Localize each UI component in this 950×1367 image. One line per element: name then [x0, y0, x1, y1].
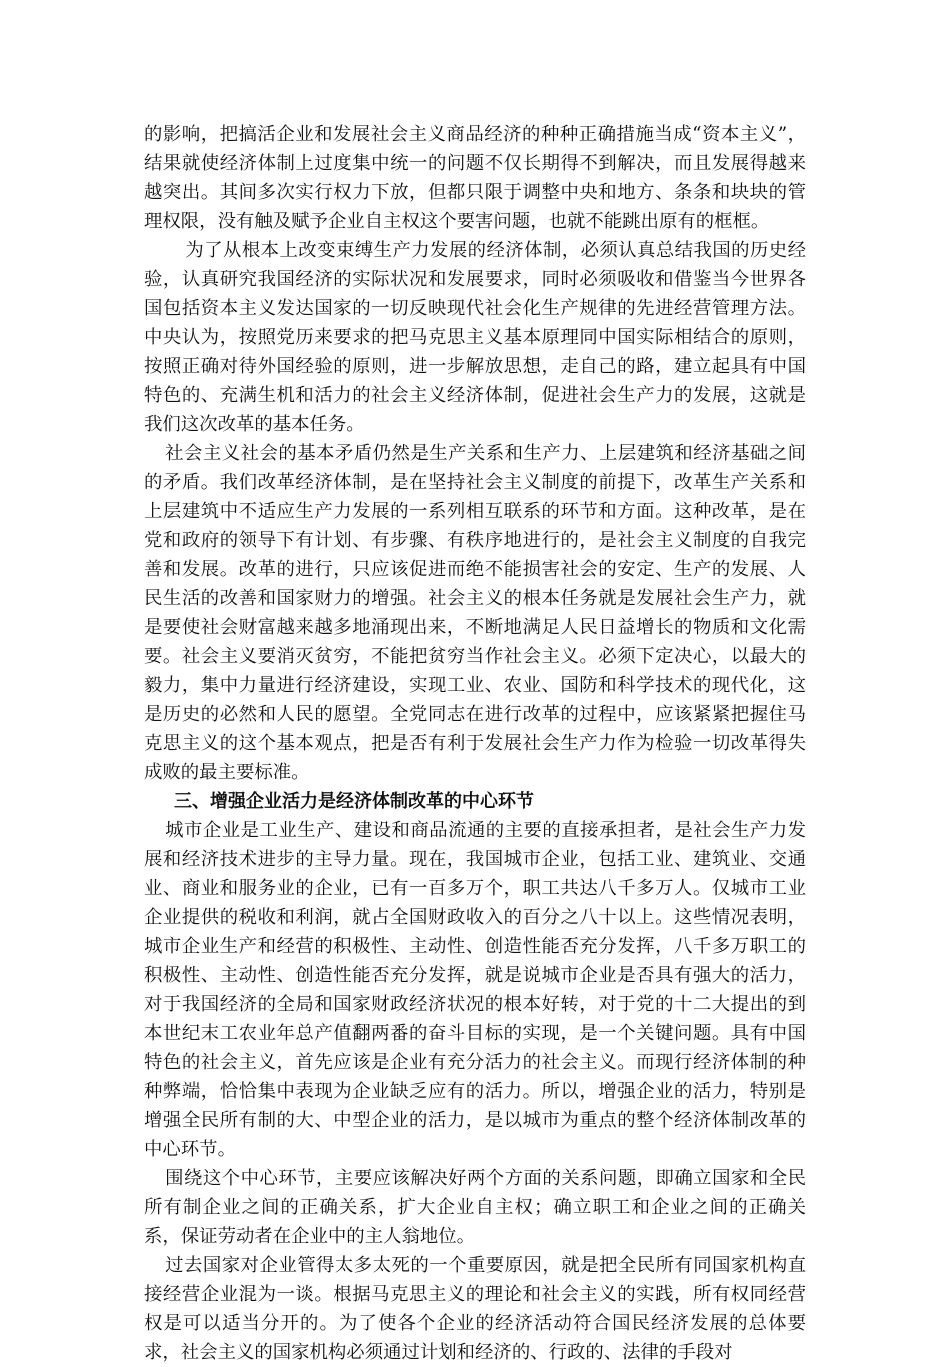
paragraph-3: 社会主义社会的基本矛盾仍然是生产关系和生产力、上层建筑和经济基础之间的矛盾。我们改革经济体制，是在坚持社会主义制度的前提下，改革生产关系和上层建筑中不适应生产力发展的一系列相互联系的环节和方面。这种改革，是在党和政府的领导下有计划、有步骤、有秩序地进行的，是社会主义制度的自我完善和发展。改革的进行，只应该促进而绝不能损害社会的安定、生产的发展、人民生活的改善和国家财力的增强。社会主义的根本任务就是发展社会生产力，就是要使社会财富越来越多地涌现出来，不断地满足人民日益增长的物质和文化需要。社会主义要消灭贫穷，不能把贫穷当作社会主义。必须下定决心，以最大的毅力，集中力量进行经济建设，实现工业、农业、国防和科学技术的现代化，这是历史的必然和人民的愿望。全党同志在进行改革的过程中，应该紧紧把握住马克思主义的这个基本观点，把是否有利于发展社会生产力作为检验一切改革得失成败的最主要标准。 — [144, 443, 806, 783]
paragraph-6: 过去国家对企业管得太多太死的一个重要原因，就是把全民所有同国家机构直接经营企业混为一谈。根据马克思主义的理论和社会主义的实践，所有权同经营权是可以适当分开的。为了使各个企业的经济活动符合国民经济发展的总体要求，社会主义的国家机构必须通过计划和经济的、行政的、法律的手段对 — [144, 1255, 806, 1363]
document-page — [144, 120, 806, 1367]
paragraph-4: 城市企业是工业生产、建设和商品流通的主要的直接承担者，是社会生产力发展和经济技术进步的主导力量。现在，我国城市企业，包括工业、建筑业、交通业、商业和服务业的企业，已有一百多万个，职工共达八千多万人。仅城市工业企业提供的税收和利润，就占全国财政收入的百分之八十以上。这些情况表明，城市企业生产和经营的积极性、主动性、创造性能否充分发挥，八千多万职工的积极性、主动性、创造性能否充分发挥，就是说城市企业是否具有强大的活力，对于我国经济的全局和国家财政经济状况的根本好转，对于党的十二大提出的到本世纪末工农业年总产值翻两番的奋斗目标的实现，是一个关键问题。具有中国特色的社会主义，首先应该是企业有充分活力的社会主义。而现行经济体制的种种弊端，恰恰集中表现为企业缺乏应有的活力。所以，增强企业的活力，特别是增强全民所有制的大、中型企业的活力，是以城市为重点的整个经济体制改革的中心环节。 — [144, 820, 806, 1160]
paragraph-2: 为了从根本上改变束缚生产力发展的经济体制，必须认真总结我国的历史经验，认真研究我国经济的实际状况和发展要求，同时必须吸收和借鉴当今世界各国包括资本主义发达国家的一切反映现代社会化生产规律的先进经营管理方法。中央认为，按照党历来要求的把马克思主义基本原理同中国实际相结合的原则，按照正确对待外国经验的原则，进一步解放思想，走自己的路，建立起具有中国特色的、充满生机和活力的社会主义经济体制，促进社会生产力的发展，这就是我们这次改革的基本任务。 — [144, 240, 806, 435]
section-heading: 三、增强企业活力是经济体制改革的中心环节 — [174, 791, 534, 812]
paragraph-5: 围绕这个中心环节，主要应该解决好两个方面的关系问题，即确立国家和全民所有制企业之间的正确关系，扩大企业自主权；确立职工和企业之间的正确关系，保证劳动者在企业中的主人翁地位。 — [144, 1168, 806, 1247]
paragraph-1: 的影响，把搞活企业和发展社会主义商品经济的种种正确措施当成“资本主义”，结果就使经济体制上过度集中统一的问题不仅长期得不到解决，而且发展得越来越突出。其间多次实行权力下放，但都只限于调整中央和地方、条条和块块的管理权限，没有触及赋予企业自主权这个要害问题，也就不能跳出原有的框框。 — [144, 124, 806, 232]
